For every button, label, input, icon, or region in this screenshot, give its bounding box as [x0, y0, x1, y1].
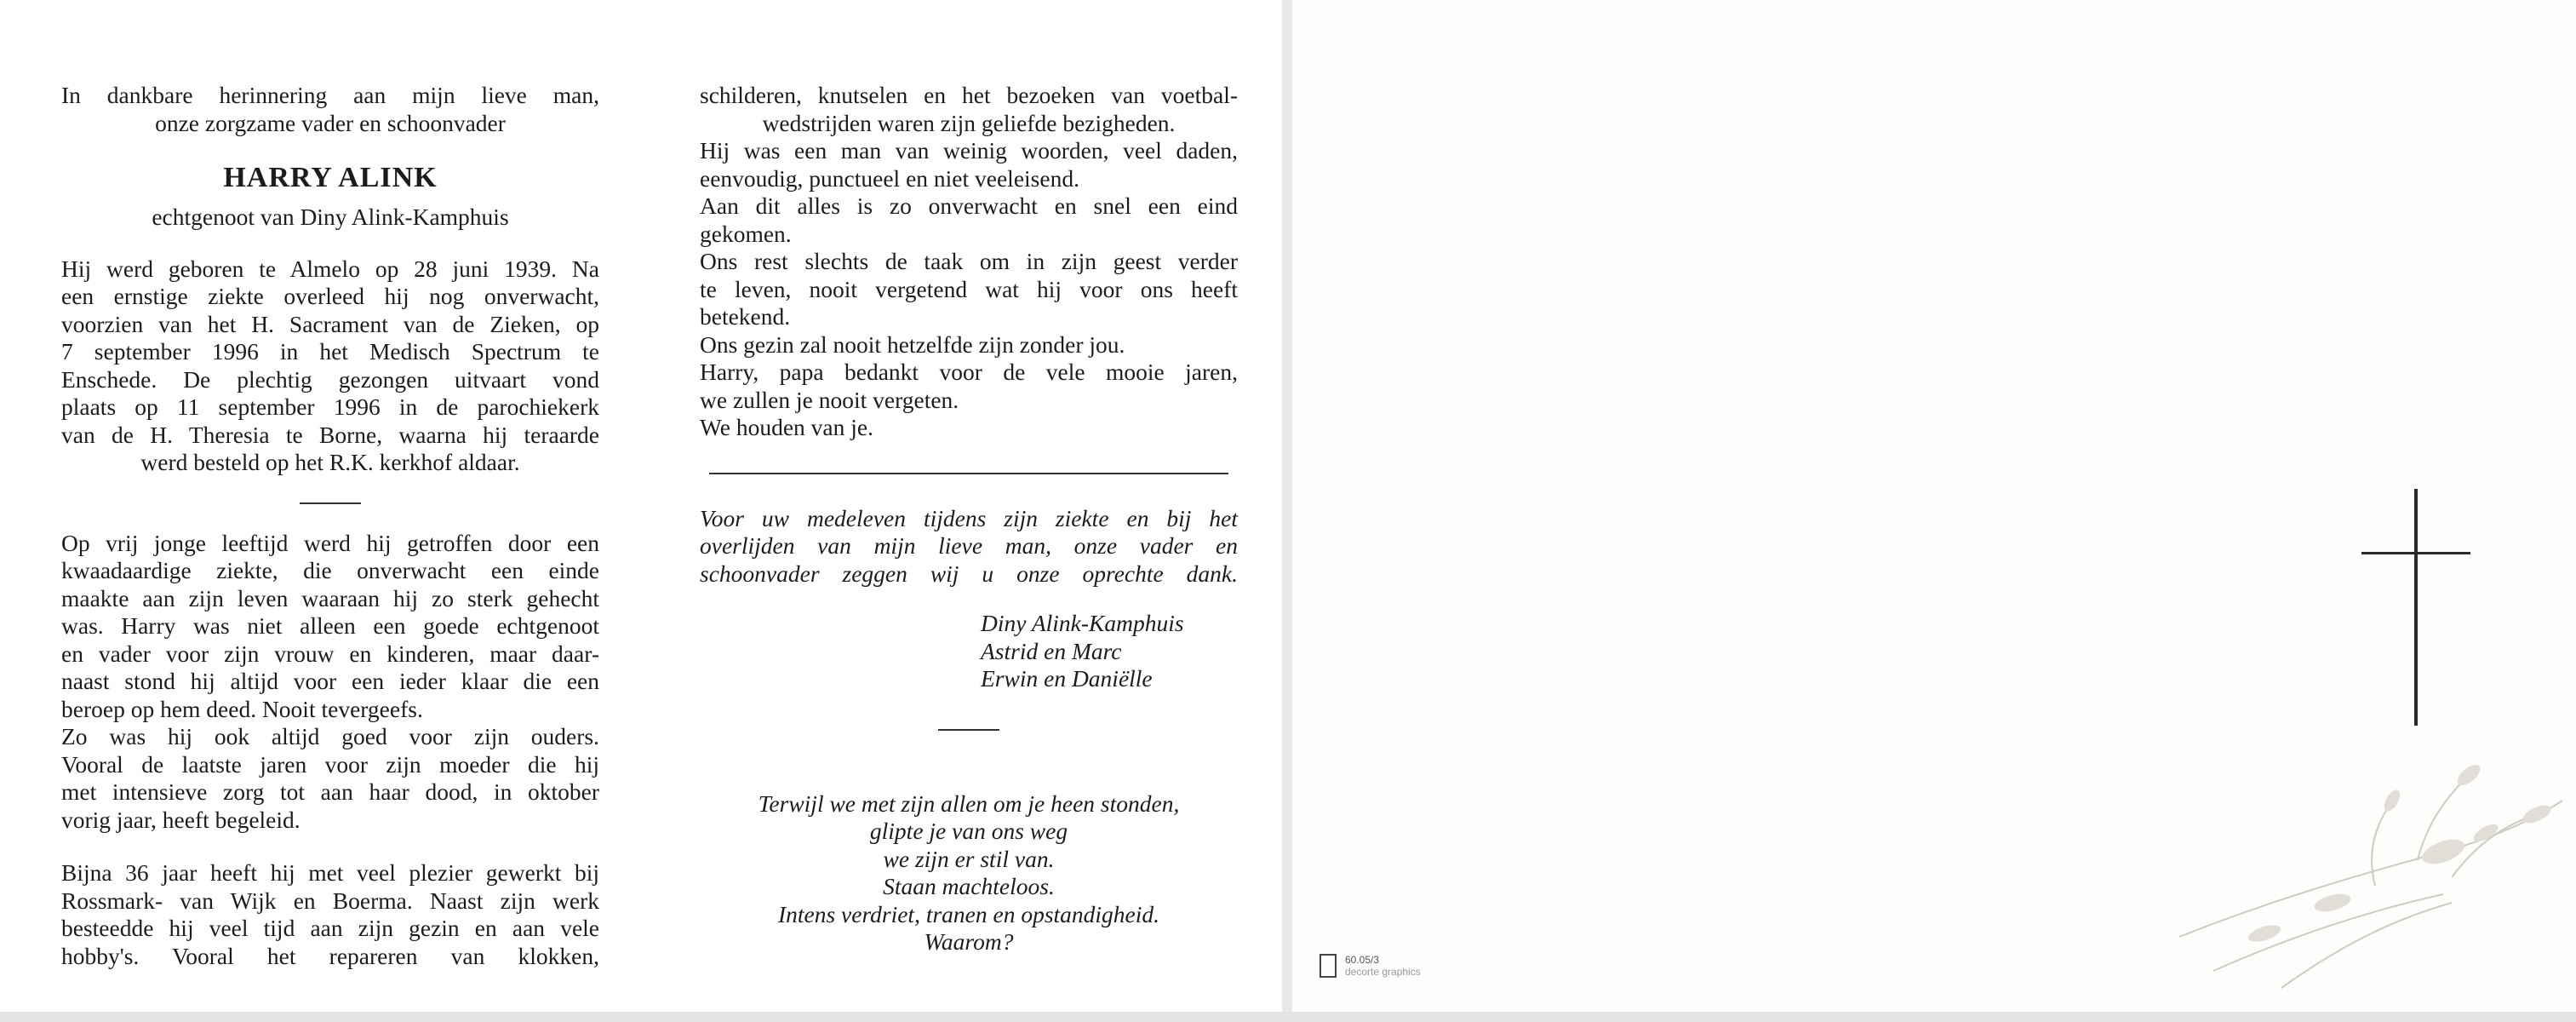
text-line: Hij werd geboren te Almelo op 28 juni 1939. Na — [61, 255, 599, 282]
signatures — [981, 610, 1238, 693]
text-line: van de H. Theresia te Borne, waarna hij teraarde — [61, 421, 599, 448]
spouse-line: echtgenoot van Diny Alink-Kamphuis — [152, 204, 509, 230]
signature-line: Diny Alink-Kamphuis — [981, 610, 1184, 636]
poem-line: Intens verdriet, tranen en opstandigheid. — [777, 900, 1160, 927]
text-line: was. Harry was niet alleen een goede echtgenoot — [61, 612, 599, 639]
text-line: besteedde hij veel tijd aan zijn gezin en aan vele — [61, 915, 599, 941]
poem-line: glipte je van ons weg — [869, 818, 1068, 844]
divider-long — [709, 473, 1228, 474]
left-text-column — [61, 82, 599, 970]
divider-short — [300, 502, 361, 504]
text-line: en vader voor zijn vrouw en kinderen, maar daar- — [61, 640, 599, 667]
text-line: een ernstige ziekte overleed hij nog onverwacht, — [61, 283, 599, 309]
card-inner-spread — [0, 0, 1284, 1012]
text-line: hobby's. Vooral het repareren van klokken, — [61, 942, 599, 969]
text-line: Harry, papa bedankt voor de vele mooie jaren, — [700, 359, 1238, 385]
signature-line: Erwin en Daniëlle — [981, 665, 1153, 692]
thanks-paragraph — [700, 505, 1238, 589]
flower-ornament-icon — [2162, 732, 2571, 1005]
divider-short — [938, 729, 999, 731]
signature-line: Astrid en Marc — [981, 637, 1122, 664]
scan-bottom-edge — [0, 1012, 2576, 1022]
text-line: schilderen, knutselen en het bezoeken van voetbal- — [700, 82, 1238, 108]
poem-line: we zijn er stil van. — [883, 845, 1055, 872]
text-line: overlijden van mijn lieve man, onze vader en — [700, 532, 1238, 559]
paragraph-sudden — [700, 192, 1238, 248]
text-line: Aan dit alles is zo onverwacht en snel een eind — [700, 192, 1238, 219]
deceased-name: HARRY ALINK — [223, 162, 438, 193]
text-line: 7 september 1996 in het Medisch Spectrum te — [61, 338, 599, 365]
text-line: plaats op 11 september 1996 in de parochiekerk — [61, 393, 599, 420]
text-line: Rossmark- van Wijk en Boerma. Naast zijn werk — [61, 887, 599, 914]
paragraph-biography — [61, 256, 599, 477]
poem-line: Terwijl we met zijn allen om je heen stonden, — [758, 789, 1180, 817]
text-line: schoonvader zeggen wij u onze oprechte dank. — [700, 560, 1238, 587]
poem — [700, 790, 1238, 956]
text-line: gekomen. — [700, 220, 792, 247]
text-line: werd besteld op het R.K. kerkhof aldaar. — [140, 449, 520, 475]
text-line: Op vrij jonge leeftijd werd hij getroffen door een — [61, 529, 599, 556]
text-line: Zo was hij ook altijd goed voor zijn ouders. — [61, 723, 599, 749]
text-line: we zullen je nooit vergeten. — [700, 386, 959, 413]
poem-line: Staan machteloos. — [883, 873, 1055, 899]
text-line: Ons rest slechts de taak om in zijn geest verder — [700, 248, 1238, 274]
text-line: kwaadaardige ziekte, die onverwacht een einde — [61, 557, 599, 583]
intro-line-2: onze zorgzame vader en schoonvader — [155, 109, 506, 136]
text-line: We houden van je. — [700, 414, 873, 440]
intro-line-1: In dankbare herinnering aan mijn lieve man, — [61, 82, 599, 108]
poem-line: Waarom? — [924, 928, 1014, 955]
paragraph-parents — [61, 723, 599, 834]
fold-gap — [1282, 0, 1292, 1022]
text-line: met intensieve zorg tot aan haar dood, in oktober — [61, 778, 599, 805]
text-line: vorig jaar, heeft begeleid. — [61, 806, 301, 833]
printer-name: decorte graphics — [1345, 966, 1421, 978]
printer-logo-icon — [1319, 954, 1337, 978]
paragraph-work — [61, 859, 599, 970]
paragraph-illness — [61, 530, 599, 724]
text-line: voorzien van het H. Sacrament van de Zieken, op — [61, 310, 599, 337]
text-line: Voor uw medeleven tijdens zijn ziekte en bij het — [700, 504, 1238, 531]
text-line: Bijna 36 jaar heeft hij met veel plezier gewerkt bij — [61, 859, 599, 886]
text-line: te leven, nooit vergetend wat hij voor ons heeft — [700, 275, 1238, 302]
printer-mark — [1345, 954, 1421, 978]
cross-icon — [2414, 489, 2418, 726]
text-line: Ons gezin zal nooit hetzelfde zijn zonder jou. — [700, 330, 1125, 358]
text-line: Hij was een man van weinig woorden, veel daden, — [700, 137, 1238, 164]
right-text-column — [700, 82, 1238, 956]
text-line: Enschede. De plechtig gezongen uitvaart vond — [61, 365, 599, 393]
paragraph-hobbies — [700, 82, 1238, 137]
paragraph-character — [700, 137, 1238, 192]
text-line: betekend. — [700, 303, 791, 330]
text-line: eenvoudig, punctueel en niet veeleisend. — [700, 164, 1079, 192]
text-line: naast stond hij altijd voor een ieder klaar die een — [61, 668, 599, 694]
text-line: wedstrijden waren zijn geliefde bezigheden. — [762, 109, 1176, 136]
text-line: Vooral de laatste jaren voor zijn moeder die hij — [61, 750, 599, 778]
paragraph-legacy — [700, 248, 1238, 331]
print-code: 60.05/3 — [1345, 954, 1380, 966]
paragraph-thanks-harry — [700, 359, 1238, 414]
text-line: maakte aan zijn leven waaraan hij zo sterk gehecht — [61, 584, 599, 611]
text-line: beroep op hem deed. Nooit tevergeefs. — [61, 695, 423, 722]
cross-icon-bar — [2361, 552, 2470, 554]
